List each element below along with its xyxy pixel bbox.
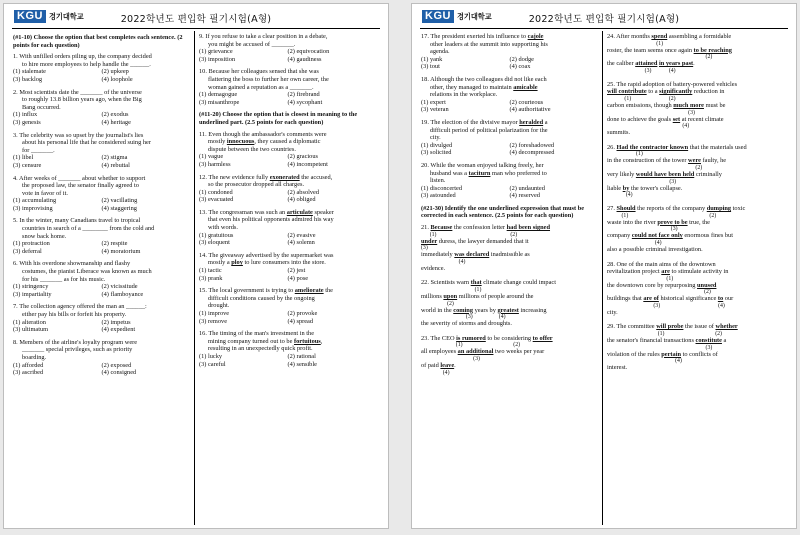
answer-option: (4) flamboyance (101, 290, 144, 298)
question-6: 6. With his overdone showmanship and flashy costumes, the pianist Liberace was known as much for his _______ as for his music. (1) stringency (2) vicissitude (3) impartiality (4) flamboyance (13, 260, 190, 298)
answer-option: (1) protraction (13, 240, 50, 248)
question-3: 3. The celebrity was so upset by the journalist's lies about his personal life that he considered suing her for _______. (1) libel (2) stigma (3) censure (4) rebuttal (13, 132, 190, 170)
question-7: 7. The collection agency offered the man an ______: either pay his bills or forfeit his property. (1) alteration (2) impetus (3) ultimatum (4) expedient (13, 303, 190, 333)
question-14: 14. The giveaway advertised by the supermarket was mostly a ploy to lure consumers into the store. (1) tactic (2) jest (3) prank (4) pose (199, 251, 334, 282)
question-25: 25. The rapid adoption of battery-powered vehicles will contribute to a significantly reduction in (1) (2) carbon emissions, though much more must be (3) done to achieve the goals set at recent climate (4) summits. (607, 80, 738, 137)
question-27: 27. Should the reports of the company dumping toxic (1) (2) waste into the river prove to be true, the (3) company could not face only enormous fines but (4) also a possible criminal investigation. (607, 205, 746, 253)
question-10: 10. Because her colleagues sensed that she was flattering the boss to further her own career, the woman gained a reputation as a _______. (1) demagogue (2) firebrand (3) misanthrope (4) sycophant (199, 68, 329, 106)
question-11: 11. Even though the ambassador's comments were mostly innocuous, they caused a diplomatic dispute between the two countries. (1) vague (2) gracious (3) harmless (4) incompetent (199, 130, 328, 168)
question-list (13, 53, 190, 377)
answer-option: (3) backlog (13, 75, 43, 83)
question-15: 15. The local government is trying to ameliorate the difficult conditions caused by the ongoing drought. (1) improve (2) provoke (3) remove (4) spread (199, 287, 333, 325)
section-instruction: (#1-10) Choose the option that best completes each sentence. (2 points for each question) (13, 34, 183, 49)
underlined-word: ameliorate (294, 287, 324, 295)
answer-option: (4) expedient (101, 326, 136, 334)
question-26: 26. Had the contractor known that the materials used (1) in the construction of the tower were faulty, he (2) very likely would have been held criminally (3) liable by the tower's collapse. (4) (607, 143, 747, 199)
question-24: 24. After months spend assembling a formidable (1) roster, the team seems once again to be reaching (2) the caliber attained in years past. (3) (4) (607, 33, 732, 74)
answer-option: (2) vacillating (101, 197, 138, 205)
logo-mark: KGU (14, 10, 46, 23)
column-right (603, 31, 788, 525)
underlined-word: heralded (519, 118, 544, 126)
underlined-word: amicable (513, 83, 538, 91)
exam-page-1 (3, 3, 389, 529)
exam-page-2 (411, 3, 797, 529)
answer-option: (3) ultimatum (13, 326, 49, 334)
question-23: 23. The CEO is rumored to be considering to offer (1) (2) all employees an additional two weeks per year (3) of paid leave. (4) (421, 334, 553, 376)
section-instruction: (#11-20) Choose the option that is closest in meaning to the underlined part. (2.5 points for each question) (199, 111, 358, 126)
page-header (420, 8, 788, 29)
question-12: 12. The new evidence fully exonerated the accused, so the prosecutor dropped all charges. (1) condoned (2) absolved (3) evacuated (4) obliged (199, 173, 333, 204)
question-19: 19. The election of the divisive mayor heralded a difficult period of political polarization for the city. (1) divulged (2) foreshadowed (3) solicited (4) decompressed (421, 118, 555, 157)
answer-option: (4) heritage (101, 118, 131, 126)
answer-option: (1) libel (13, 154, 34, 162)
question-28: 28. One of the main aims of the downtown revitalization project are to stimulate activity in (1) the downtown core by repurposing unused (2) buildings that are of historical significance to our (3) (4) city. (607, 260, 734, 316)
underlined-word: innocuous (226, 138, 255, 146)
answer-option: (4) moratorium (101, 247, 141, 255)
answer-option: (3) improvising (13, 204, 53, 212)
answer-option: (4) consigned (101, 369, 137, 377)
logo-text: 경기대학교 (48, 11, 84, 21)
answer-option: (2) impetus (101, 318, 131, 326)
question-4: 4. After weeks of _______ about whether to support the proposed law, the senator finally agreed to vote in favor of it. (1) accumulating (2) vacillating (3) improvising (4) staggering (13, 175, 190, 213)
question-8: 8. Members of the airline's loyalty program were _______ special privileges, such as priority boarding. (1) afforded (2) exposed (3) ascribed (4) consigned (13, 339, 190, 377)
answer-option: (1) alteration (13, 318, 46, 326)
answer-options (13, 111, 190, 126)
answer-option: (3) deferral (13, 247, 42, 255)
answer-options (13, 319, 190, 334)
answer-options (13, 197, 190, 212)
question-1: 1. With unfilled orders piling up, the company decided to hire more employees to help handle the ______. (1) stalemate (2) upkeep (3) backlog (4) loophole (13, 53, 190, 83)
question-29: 29. The committee will probe the issue of whether (1) (2) the senator's financial transactions constitute a (3) violation of the rules pertain to conflicts of (4) interest. (607, 323, 738, 372)
column-left (12, 31, 195, 525)
answer-option: (2) upkeep (101, 68, 129, 76)
question-13: 13. The congressman was such an articulate speaker that even his political opponents admired his way with words. (1) gratuitous (2) evasive (3) eloquent (4) solemn (199, 208, 334, 247)
question-20: 20. While the woman enjoyed talking freely, her husband was a taciturn man who preferred to listen. (1) disconcerted (2) undaunted (3) astounded (4) reserved (421, 161, 547, 200)
page-title: 2022학년도 편입학 필기시험(A형) (120, 14, 272, 25)
answer-option: (1) stringency (13, 283, 49, 291)
question-9: 9. If you refuse to take a clear position in a debate, you might be accused of _______. (1) grievance (2) equivocation (3) imposition (4) gaudiness (199, 33, 330, 63)
underlined-word: cajole (527, 33, 544, 40)
question-5: 5. In the winter, many Canadians travel to tropical countries in search of a ________ from the cold and snow back home. (1) protraction (2) respite (3) deferral (4) moratorium (13, 217, 190, 255)
answer-option: (4) staggering (101, 204, 137, 212)
answer-option: (2) respite (101, 240, 128, 248)
question-22: 22. Scientists warn that climate change could impact (1) millions upon millions of people around the (2) world in the coming years by greatest increasing (3) (4) the severity of storms and droughts. (421, 279, 556, 328)
column-right (195, 31, 380, 525)
answer-options (13, 68, 190, 83)
column-left (420, 31, 603, 525)
logo-text: 경기대학교 (456, 11, 492, 21)
logo-mark: KGU (422, 10, 454, 23)
underlined-word: fortuitous (293, 337, 321, 345)
underlined-word: ploy (231, 259, 243, 267)
answer-option: (4) loophole (101, 75, 133, 83)
answer-option: (3) genesis (13, 118, 41, 126)
answer-option: (2) vicissitude (101, 283, 138, 291)
answer-option: (4) rebuttal (101, 161, 130, 169)
question-17: 17. The president exerted his influence to cajole other leaders at the summit into supporting his agenda. (1) yank (2) dodge (3) tout (4) coax (421, 33, 548, 71)
underlined-word: taciturn (468, 169, 491, 177)
page-title: 2022학년도 편입학 필기시험(A형) (528, 14, 680, 25)
underlined-word: articulate (286, 208, 313, 216)
question-16: 16. The timing of the man's investment in the mining company turned out to be fortuitous, resulting in an unexpectedly quick profit. (1) lucky (2) rational (3) careful (4) sensible (199, 330, 323, 368)
answer-options (13, 362, 190, 377)
answer-option: (1) accumulating (13, 197, 57, 205)
question-2: 2. Most scientists date the _______ of the universe to roughly 13.8 billion years ago, when the Big Bang occurred. (1) influx (2) exodus (3) genesis (4) heritage (13, 89, 190, 127)
underlined-word: exonerated (269, 173, 300, 181)
answer-option: (1) stalemate (13, 68, 46, 76)
page-header (12, 8, 380, 29)
answer-option: (3) ascribed (13, 369, 44, 377)
answer-option: (2) exodus (101, 111, 129, 119)
question-21: 21. Because the confession letter had been signed (1) (2) under duress, the lawyer demanded that it (3) immediately was declared inadmissible as (4) evidence. (421, 224, 551, 272)
answer-option: (1) afforded (13, 361, 44, 369)
answer-option: (3) impartiality (13, 290, 52, 298)
answer-options (13, 154, 190, 169)
answer-options (13, 240, 190, 255)
answer-options (13, 283, 190, 298)
question-18: 18. Although the two colleagues did not like each other, they managed to maintain amicable relations in the workplace. (1) expert (2) courteous (3) veteran (4) authoritative (421, 75, 551, 114)
section-instruction: (#21-30) Identify the one underlined expression that must be corrected in each sentence. (2.5 points for each question) (421, 204, 585, 220)
answer-option: (3) censure (13, 161, 42, 169)
answer-option: (2) stigma (101, 154, 128, 162)
answer-option: (2) exposed (101, 361, 132, 369)
answer-option: (1) influx (13, 111, 38, 119)
